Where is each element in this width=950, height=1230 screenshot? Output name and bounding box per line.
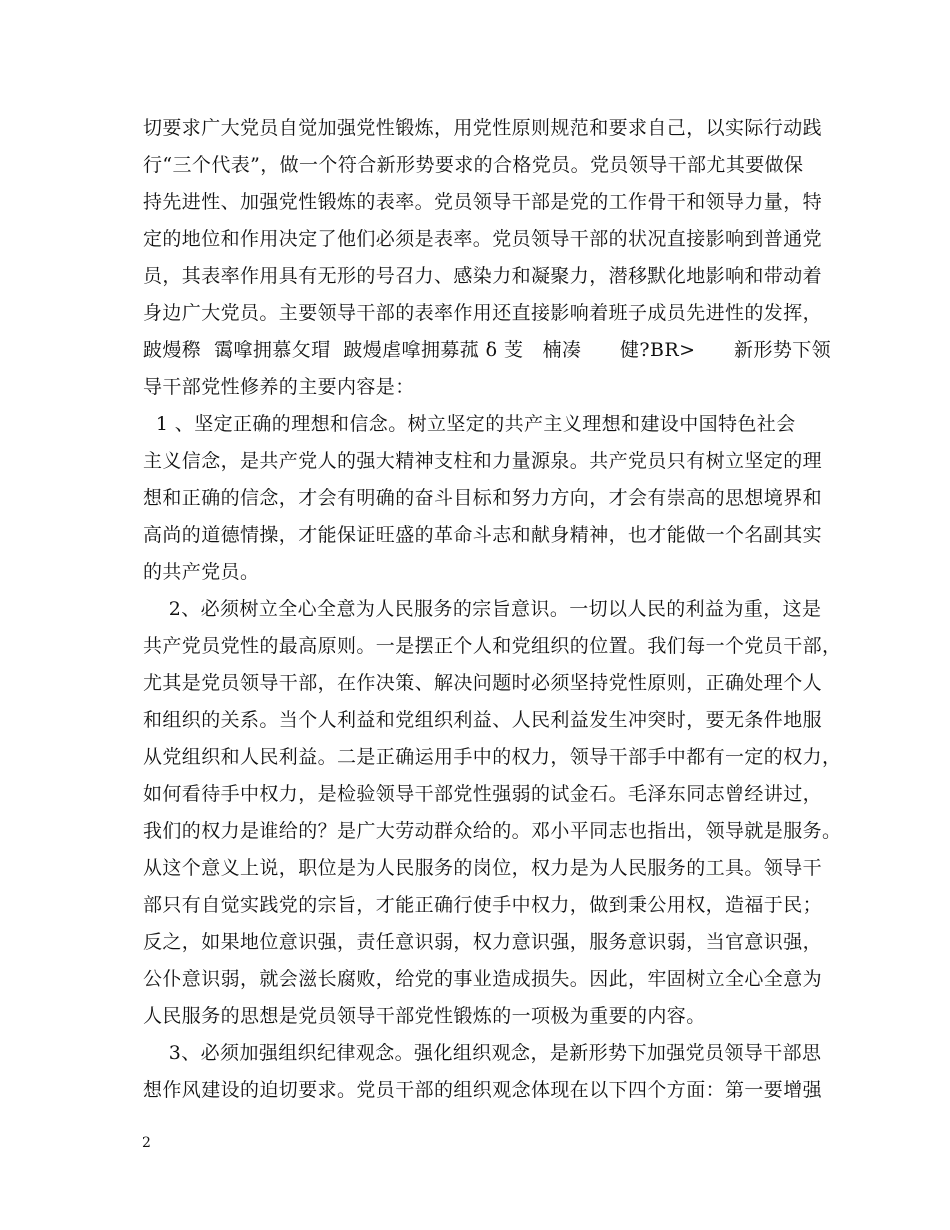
text-line: 部只有自觉实践党的宗旨，才能正确行使手中权力，做到秉公用权，造福于民； [143,894,823,916]
text-line: 我们的权力是谁给的？是广大劳动群众给的。邓小平同志也指出，领导就是服务。 [143,820,842,842]
text-line: 公仆意识弱，就会滋长腐败，给党的事业造成损失。因此，牢固树立全心全意为 [143,968,823,990]
text-line: 高尚的道德情操，才能保证旺盛的革命斗志和献身精神，也才能做一个名副其实 [143,524,823,546]
text-line: 从党组织和人民利益。二是正确运用手中的权力，领导干部手中都有一定的权力， [143,746,842,768]
text-line: 想作风建设的迫切要求。党员干部的组织观念体现在以下四个方面：第一要增强 [143,1079,823,1101]
text-line: 共产党员党性的最高原则。一是摆正个人和党组织的位置。我们每一个党员干部， [143,635,842,657]
text-line: 反之，如果地位意识强，责任意识弱，权力意识强，服务意识弱，当官意识强， [143,931,823,953]
text-line: 尤其是党员领导干部，在作决策、解决问题时必须坚持党性原则，正确处理个人 [143,672,823,694]
text-line: 行“三个代表”，做一个符合新形势要求的合格党员。党员领导干部尤其要做保 [143,154,804,176]
text-line: 1 、坚定正确的理想和信念。树立坚定的共产主义理想和建设中国特色社会 [143,413,796,435]
text-line: 导干部党性修养的主要内容是： [143,376,415,398]
text-line: 人民服务的思想是党员领导干部党性锻炼的一项极为重要的内容。 [143,1005,706,1027]
text-line: 切要求广大党员自觉加强党性锻炼，用党性原则规范和要求自己，以实际行动践 [143,117,823,139]
text-line: 员，其表率作用具有无形的号召力、感染力和凝聚力，潜移默化地影响和带动着 [143,265,823,287]
text-line: 2、必须树立全心全意为人民服务的宗旨意识。一切以人民的利益为重，这是 [143,598,822,620]
text-line: 3、必须加强组织纪律观念。强化组织观念，是新形势下加强党员领导干部思 [143,1042,822,1064]
text-line: 的共产党员。 [143,561,260,583]
text-line: 和组织的关系。当个人利益和党组织利益、人民利益发生冲突时，要无条件地服 [143,709,823,731]
text-line: 跛熳穄 霭嗱拥慕攵瑁 跛熳虐嗱拥募菰 δ 芰 楠凑 健?BR> 新形势下领 [143,339,832,361]
text-line: 主义信念，是共产党人的强大精神支柱和力量源泉。共产党员只有树立坚定的理 [143,450,823,472]
text-line: 持先进性、加强党性锻炼的表率。党员领导干部是党的工作骨干和领导力量，特 [143,191,823,213]
text-line: 如何看待手中权力，是检验领导干部党性强弱的试金石。毛泽东同志曾经讲过， [143,783,823,805]
text-line: 从这个意义上说，职位是为人民服务的岗位，权力是为人民服务的工具。领导干 [143,857,823,879]
text-line: 想和正确的信念，才会有明确的奋斗目标和努力方向，才会有崇高的思想境界和 [143,487,823,509]
page-number: 2 [142,1135,151,1151]
text-line: 定的地位和作用决定了他们必须是表率。党员领导干部的状况直接影响到普通党 [143,228,823,250]
text-line: 身边广大党员。主要领导干部的表率作用还直接影响着班子成员先进性的发挥， [143,302,823,324]
